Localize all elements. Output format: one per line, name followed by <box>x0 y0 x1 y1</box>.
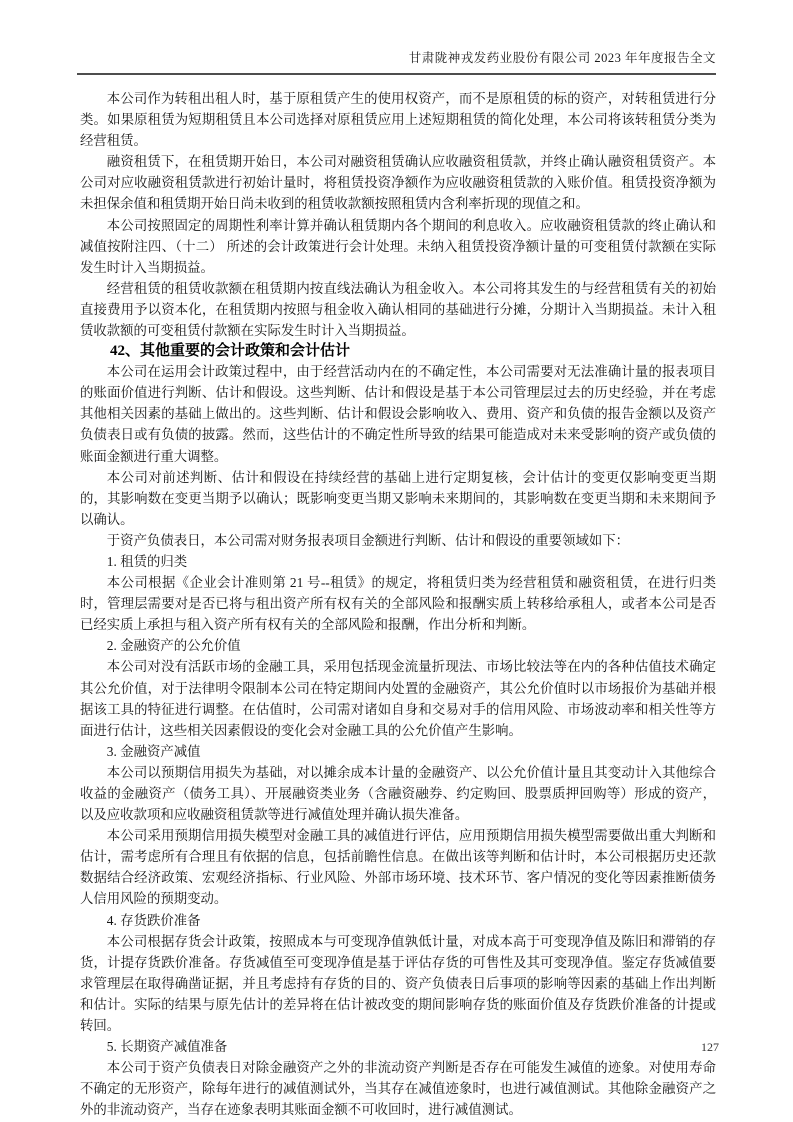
body-paragraph: 本公司根据存货会计政策，按照成本与可变现净值孰低计量，对成本高于可变现净值及陈旧和滞销的存货，计提存货跌价准备。存货减值至可变现净值是基于评估存货的可售性及其可变现净值。鉴定存货减值要求管理层在取得确凿证据，并且考虑持有存货的目的、资产负债表日后事项的影响等因素的基础上作出判断和估计。实际的结果与原先估计的差异将在估计被改变的期间影响存货的账面价值及存货跌价准备的计提或转回。 <box>80 933 716 1034</box>
body-paragraph: 本公司根据《企业会计准则第 21 号--租赁》的规定，将租赁归类为经营租赁和融资租赁，在进行归类时，管理层需要对是否已将与租出资产所有权有关的全部风险和报酬实质上转移给承租人，或者本公司是否已经实质上承担与租入资产所有权有关的全部风险和报酬，作出分析和判断。 <box>80 575 716 633</box>
sub-item-title: 4. 存货跌价准备 <box>106 912 201 928</box>
body-paragraph: 本公司按照固定的周期性利率计算并确认租赁期内各个期间的利息收入。应收融资租赁款的终止确认和减值按附注四、（十二） 所述的会计政策进行会计处理。未纳入租赁投资净额计量的可变租赁付款额在实际发生时计入当期损益。 <box>80 217 716 275</box>
page-number: 127 <box>701 1040 719 1054</box>
body-paragraph: 经营租赁的租赁收款额在租赁期内按直线法确认为租金收入。本公司将其发生的与经营租赁有关的初始直接费用予以资本化，在租赁期内按照与租金收入确认相同的基础进行分摊，分期计入当期损益。未计入租赁收款额的可变租赁付款额在实际发生时计入当期损益。 <box>80 280 716 339</box>
page-header-title: 甘肃陇神戎发药业股份有限公司 2023 年年度报告全文 <box>77 48 716 75</box>
body-paragraph: 于资产负债表日，本公司需对财务报表项目金额进行判断、估计和假设的重要领域如下： <box>106 532 630 548</box>
sub-item-title: 5. 长期资产减值准备 <box>106 1039 228 1055</box>
sub-item-title: 2. 金融资产的公允价值 <box>106 638 241 654</box>
sub-item-title: 1. 租赁的归类 <box>106 553 188 569</box>
body-paragraph: 本公司于资产负债表日对除金融资产之外的非流动资产判断是否存在可能发生减值的迹象。对使用寿命不确定的无形资产，除每年进行的减值测试外，当其存在减值迹象时，也进行减值测试。其他除金融资产之外的非流动资产，当存在迹象表明其账面金额不可收回时，进行减值测试。 <box>80 1060 716 1118</box>
body-paragraph: 本公司以预期信用损失为基础，对以摊余成本计量的金融资产、以公允价值计量且其变动计入其他综合收益的金融资产（债务工具）、开展融资类业务（含融资融券、约定购回、股票质押回购等）形成的资产，以及应收款项和应收融资租赁款等进行减值处理并确认损失准备。 <box>80 764 716 823</box>
sub-item-title: 3. 金融资产减值 <box>106 743 201 759</box>
body-paragraph: 本公司作为转租出租人时，基于原租赁产生的使用权资产，而不是原租赁的标的资产，对转租赁进行分类。如果原租赁为短期租赁且本公司选择对原租赁应用上述短期租赁的简化处理，本公司将该转租赁分类为经营租赁。 <box>80 91 716 149</box>
body-paragraph: 本公司对没有活跃市场的金融工具，采用包括现金流量折现法、市场比较法等在内的各种估值技术确定其公允价值，对于法律明令限制本公司在特定期间内处置的金融资产，其公允价值时以市场报价为基础并根据该工具的特征进行调整。在估值时，公司需对诸如自身和交易对手的信用风险、市场波动率和相关性等方面进行估计，这些相关因素假设的变化会对金融工具的公允价值产生影响。 <box>80 659 716 738</box>
body-paragraph: 本公司在运用会计政策过程中，由于经营活动内在的不确定性，本公司需要对无法准确计量的报表项目的账面价值进行判断、估计和假设。这些判断、估计和假设是基于本公司管理层过去的历史经验，并在考虑其他相关因素的基础上做出的。这些判断、估计和假设会影响收入、费用、资产和负债的报告金额以及资产负债表日或有负债的披露。然而，这些估计的不确定性所导致的结果可能造成对未来受影响的资产或负债的账面金额进行重大调整。 <box>80 364 716 464</box>
page-body <box>80 88 716 1121</box>
body-paragraph: 融资租赁下，在租赁期开始日，本公司对融资租赁确认应收融资租赁款，并终止确认融资租赁资产。本公司对应收融资租赁款进行初始计量时，将租赁投资净额作为应收融资租赁款的入账价值。租赁投资净额为未担保余值和租赁期开始日尚未收到的租赁收款额按照租赁内含利率折现的现值之和。 <box>80 154 716 212</box>
body-paragraph: 本公司采用预期信用损失模型对金融工具的减值进行评估，应用预期信用损失模型需要做出重大判断和估计，需考虑所有合理且有依据的信息，包括前瞻性信息。在做出该等判断和估计时，本公司根据历史还款数据结合经济政策、宏观经济指标、行业风险、外部市场环境、技术环节、客户情况的变化等因素推断债务人信用风险的预期变动。 <box>80 828 716 907</box>
body-paragraph: 本公司对前述判断、估计和假设在持续经营的基础上进行定期复核，会计估计的变更仅影响变更当期的，其影响数在变更当期予以确认；既影响变更当期又影响未来期间的，其影响数在变更当期和未来期间予以确认。 <box>80 469 716 527</box>
section-heading-42: 42、其他重要的会计政策和会计估计 <box>110 343 351 360</box>
